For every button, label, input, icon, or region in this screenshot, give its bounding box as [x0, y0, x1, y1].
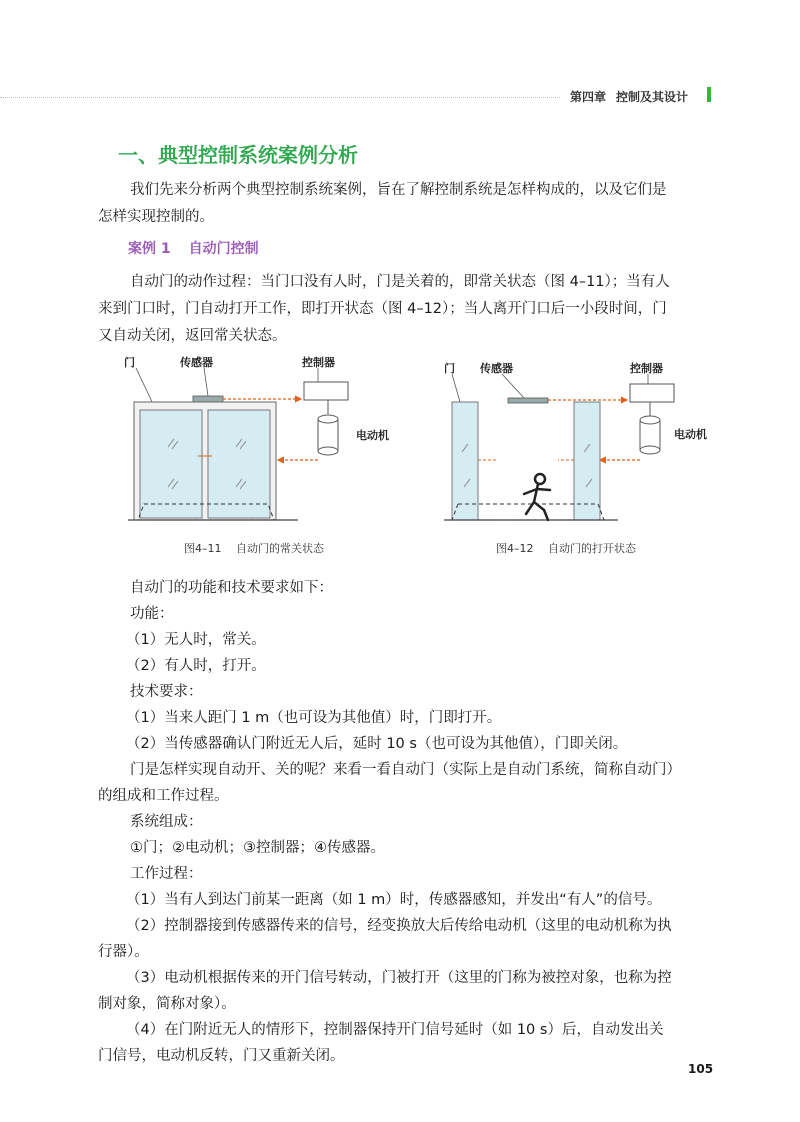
page-number: 105	[688, 1062, 714, 1076]
body-line: （2）有人时，打开。	[126, 658, 266, 674]
body-line: ①门；②电动机；③控制器；④传感器。	[130, 840, 385, 856]
figure-door-open	[438, 352, 738, 562]
door-panel-right	[208, 410, 270, 518]
running-header	[570, 88, 688, 105]
door-label: 门	[124, 356, 135, 369]
chapter-label: 第四章	[570, 90, 607, 104]
case-heading	[128, 238, 259, 258]
header-rule	[0, 97, 560, 98]
body-line: （2）控制器接到传感器传来的信号，经变换放大后传给电动机（这里的电动机称为执	[126, 918, 672, 934]
body-line: （3）电动机根据传来的开门信号转动，门被打开（这里的门称为被控对象，也称为控	[126, 970, 672, 986]
body-line: 门是怎样实现自动开、关的呢？来看一看自动门（实际上是自动门系统，简称自动门）	[130, 762, 681, 778]
body-line: （1）当来人距门 1 m（也可设为其他值）时，门即打开。	[126, 710, 502, 726]
figure-door-closed	[118, 352, 418, 562]
chapter-title: 控制及其设计	[616, 90, 689, 104]
figure-caption-number: 图4–12	[496, 542, 534, 555]
intro-line-2: 怎样实现控制的。	[98, 209, 214, 225]
person-icon	[524, 474, 550, 520]
figure-caption-text: 自动门的常关状态	[236, 542, 324, 555]
intro-line-1: 我们先来分析两个典型控制系统案例，旨在了解控制系统是怎样构成的，以及它们是	[130, 182, 667, 198]
case-title: 自动门控制	[188, 241, 259, 257]
controller-box	[630, 384, 674, 402]
case-label: 案例 1	[128, 241, 171, 257]
door-label: 门	[444, 362, 455, 375]
controller-label: 控制器	[630, 362, 663, 375]
motor-icon	[318, 419, 338, 451]
body-line: 制对象，简称对象）。	[98, 996, 236, 1012]
controller-label: 控制器	[302, 356, 335, 369]
motor-label: 电动机	[356, 429, 389, 442]
sensor-label: 传感器	[180, 356, 213, 369]
header-accent-bar	[707, 87, 711, 102]
body-line: 行器）。	[98, 944, 149, 960]
door-panel-left	[140, 410, 202, 518]
body-line: （1）无人时，常关。	[126, 632, 266, 648]
body-line: 工作过程：	[130, 866, 203, 882]
case-desc-line-2: 来到门口时，门自动打开工作，即打开状态（图 4–12）；当人离开门口后一小段时间，门	[98, 301, 667, 317]
body-line: （1）当有人到达门前某一距离（如 1 m）时，传感器感知，并发出“有人”的信号。	[126, 892, 662, 908]
body-line: （2）当传感器确认门附近无人后，延时 10 s（也可设为其他值），门即关闭。	[126, 736, 628, 752]
controller-box	[304, 382, 348, 400]
door-panel-left	[452, 402, 478, 520]
body-line: 自动门的功能和技术要求如下：	[130, 580, 333, 596]
figure-caption-number: 图4–11	[184, 542, 222, 555]
body-line: 的组成和工作过程。	[98, 788, 229, 804]
motor-label: 电动机	[674, 428, 707, 441]
case-desc-line-1: 自动门的动作过程：当门口没有人时，门是关着的，即常关状态（图 4–11）；当有人	[130, 274, 670, 290]
body-line: （4）在门附近无人的情形下，控制器保持开门信号延时（如 10 s）后，自动发出关	[126, 1022, 664, 1038]
sensor-icon	[193, 396, 223, 402]
body-line: 功能：	[130, 606, 174, 622]
body-line: 系统组成：	[130, 814, 203, 830]
case-desc-line-3: 又自动关闭，返回常关状态。	[98, 328, 287, 344]
door-panel-right	[574, 402, 600, 520]
sensor-label: 传感器	[480, 362, 513, 375]
body-line: 技术要求：	[130, 684, 203, 700]
body-line: 门信号，电动机反转，门又重新关闭。	[98, 1048, 345, 1064]
figure-caption-text: 自动门的打开状态	[548, 542, 636, 555]
section-title: 一、典型控制系统案例分析	[118, 143, 358, 167]
sensor-icon	[508, 398, 548, 403]
